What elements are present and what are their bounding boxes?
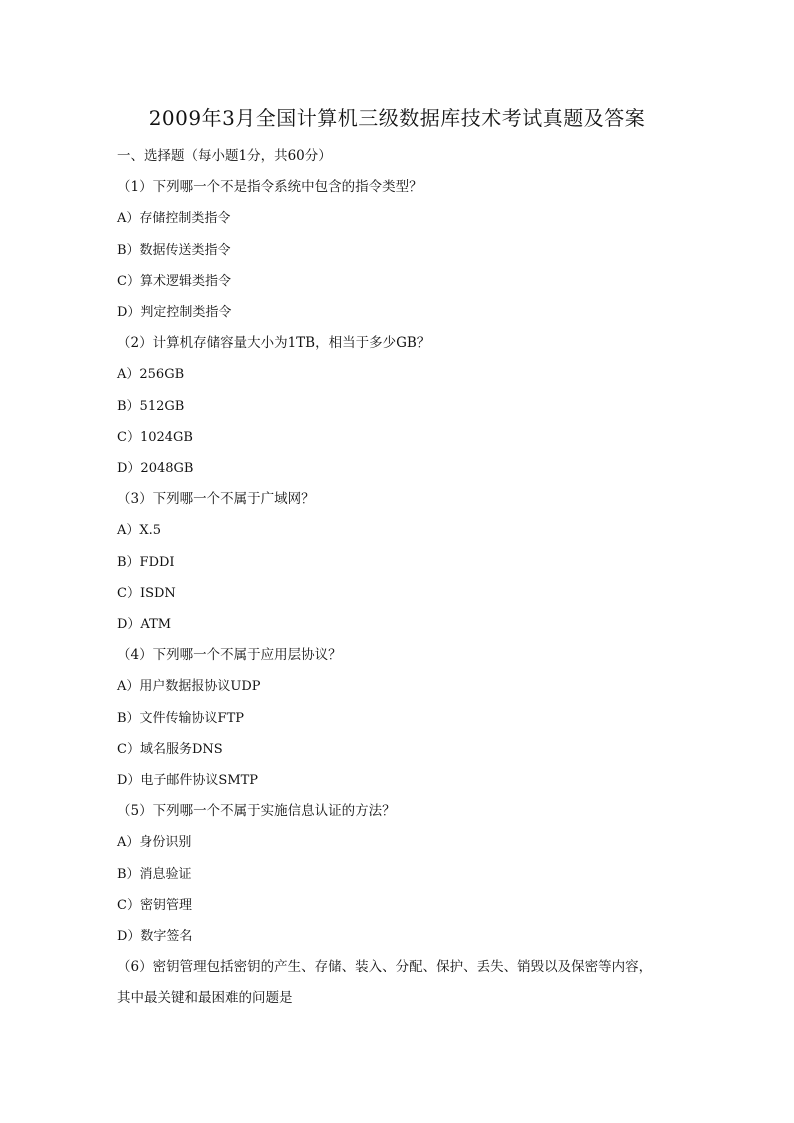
- option-a: A）X.5: [117, 523, 162, 539]
- question-stem: （3）下列哪一个不属于广域网？: [117, 491, 315, 508]
- question-6: [117, 952, 677, 1014]
- option-a: A）256GB: [117, 367, 185, 383]
- question-3: [117, 484, 677, 640]
- option-c: C）密钥管理: [117, 897, 192, 913]
- option-d: D）ATM: [117, 617, 172, 633]
- option-b: B）512GB: [117, 398, 185, 414]
- option-b: B）消息验证: [117, 866, 192, 882]
- option-b: B）数据传送类指令: [117, 242, 231, 258]
- option-d: D）判定控制类指令: [117, 305, 232, 321]
- option-c: C）ISDN: [117, 585, 176, 601]
- question-2: [117, 328, 677, 484]
- question-stem: （4）下列哪一个不属于应用层协议？: [117, 647, 342, 664]
- option-c: C）算术逻辑类指令: [117, 273, 231, 289]
- option-b: B）FDDI: [117, 554, 175, 570]
- section-heading: 一、选择题（每小题1分，共60分）: [117, 148, 332, 164]
- option-d: D）数字签名: [117, 929, 193, 945]
- option-b: B）文件传输协议FTP: [117, 710, 244, 726]
- question-stem-line-1: （6）密钥管理包括密钥的产生、存储、装入、分配、保护、丢失、销毁以及保密等内容，: [117, 959, 653, 976]
- option-c: C）1024GB: [117, 429, 193, 445]
- question-1: [117, 172, 677, 328]
- question-5: [117, 796, 677, 952]
- document-title: 2009年3月全国计算机三级数据库技术考试真题及答案: [148, 106, 646, 130]
- question-stem: （2）计算机存储容量大小为1TB，相当于多少GB？: [117, 335, 431, 352]
- option-a: A）身份识别: [117, 835, 192, 851]
- document-body: [117, 141, 677, 1015]
- option-a: A）用户数据报协议UDP: [117, 679, 261, 695]
- question-stem: （5）下列哪一个不属于实施信息认证的方法？: [117, 803, 396, 820]
- question-stem-line-2: 其中最关键和最困难的问题是: [117, 990, 293, 1007]
- option-d: D）电子邮件协议SMTP: [117, 773, 259, 789]
- question-stem: （1）下列哪一个不是指令系统中包含的指令类型？: [117, 179, 423, 196]
- option-c: C）域名服务DNS: [117, 741, 223, 757]
- option-a: A）存储控制类指令: [117, 211, 231, 227]
- question-4: [117, 640, 677, 796]
- option-d: D）2048GB: [117, 461, 194, 477]
